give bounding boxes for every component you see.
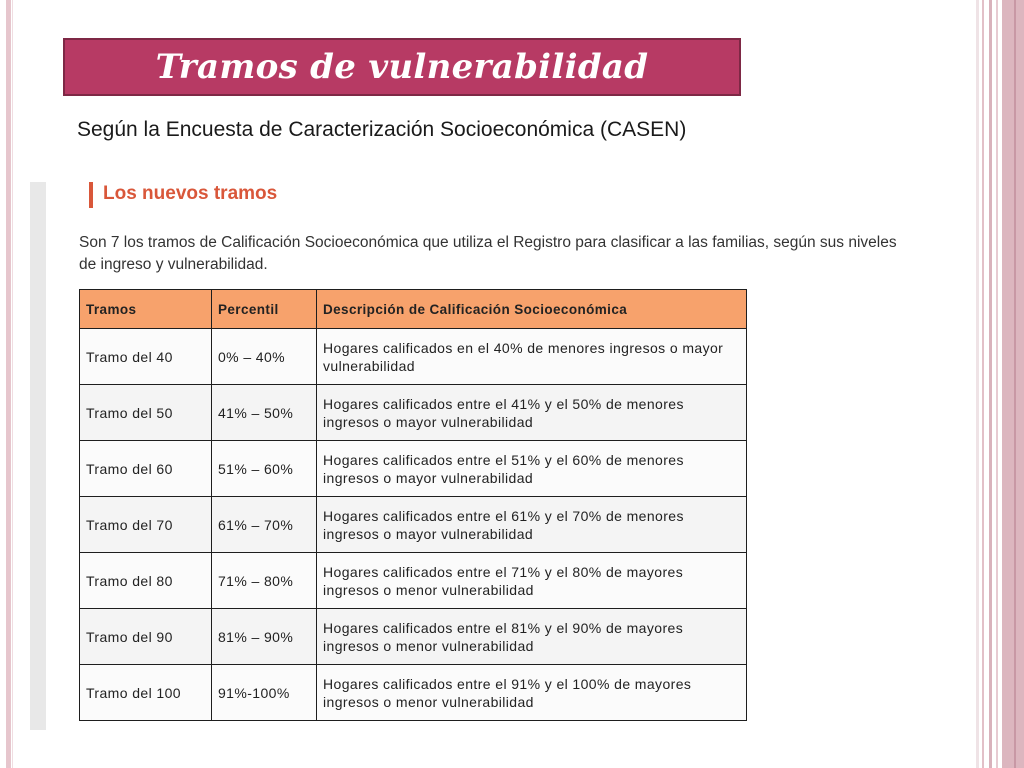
column-header-percentil: Percentil: [212, 290, 317, 329]
section-intro: Son 7 los tramos de Calificación Socioeconómica que utiliza el Registro para clasificar a las familias, según sus niveles de ingreso y vulnerabilidad.: [79, 234, 897, 273]
tramos-table: [79, 289, 747, 721]
slide-title-box: [63, 38, 741, 96]
table-row: [80, 665, 747, 721]
right-border-stripe: [996, 0, 998, 768]
table-row: [80, 609, 747, 665]
right-border-stripe: [1014, 0, 1016, 768]
cell-tramo: Tramo del 90: [80, 609, 212, 665]
section-accent-bar: [89, 182, 93, 208]
left-border-line: [12, 0, 13, 768]
cell-descripcion: Hogares calificados entre el 41% y el 50% de menores ingresos o mayor vulnerabilidad: [317, 385, 747, 441]
cell-descripcion: Hogares calificados entre el 51% y el 60% de menores ingresos o mayor vulnerabilidad: [317, 441, 747, 497]
cell-tramo: Tramo del 60: [80, 441, 212, 497]
table-row: [80, 329, 747, 385]
cell-percentil: 81% – 90%: [212, 609, 317, 665]
cell-descripcion: Hogares calificados en el 40% de menores ingresos o mayor vulnerabilidad: [317, 329, 747, 385]
right-border-stripe: [982, 0, 984, 768]
cell-tramo: Tramo del 80: [80, 553, 212, 609]
cell-descripcion: Hogares calificados entre el 91% y el 100% de mayores ingresos o menor vulnerabilidad: [317, 665, 747, 721]
table-row: [80, 385, 747, 441]
left-border-decoration: [6, 0, 11, 768]
cell-descripcion: Hogares calificados entre el 81% y el 90% de mayores ingresos o menor vulnerabilidad: [317, 609, 747, 665]
section-heading: Los nuevos tramos: [103, 183, 278, 204]
table-row: [80, 441, 747, 497]
cell-tramo: Tramo del 50: [80, 385, 212, 441]
cell-percentil: 61% – 70%: [212, 497, 317, 553]
column-header-descripcion: Descripción de Calificación Socioeconómica: [317, 290, 747, 329]
cell-tramo: Tramo del 40: [80, 329, 212, 385]
table-row: [80, 553, 747, 609]
right-border-stripe: [989, 0, 992, 768]
right-border-band: [1002, 0, 1024, 768]
column-header-tramos: Tramos: [80, 290, 212, 329]
slide-title: Tramos de vulnerabilidad: [155, 47, 649, 87]
cell-percentil: 51% – 60%: [212, 441, 317, 497]
cell-percentil: 91%-100%: [212, 665, 317, 721]
cell-percentil: 0% – 40%: [212, 329, 317, 385]
slide-subtitle: Según la Encuesta de Caracterización Socioeconómica (CASEN): [77, 118, 687, 141]
image-frame-edge: [30, 182, 46, 730]
table-row: [80, 497, 747, 553]
cell-tramo: Tramo del 70: [80, 497, 212, 553]
cell-descripcion: Hogares calificados entre el 71% y el 80% de mayores ingresos o menor vulnerabilidad: [317, 553, 747, 609]
table-header-row: [80, 290, 747, 329]
cell-descripcion: Hogares calificados entre el 61% y el 70% de menores ingresos o mayor vulnerabilidad: [317, 497, 747, 553]
right-border-stripe: [976, 0, 979, 768]
cell-percentil: 41% – 50%: [212, 385, 317, 441]
cell-tramo: Tramo del 100: [80, 665, 212, 721]
cell-percentil: 71% – 80%: [212, 553, 317, 609]
